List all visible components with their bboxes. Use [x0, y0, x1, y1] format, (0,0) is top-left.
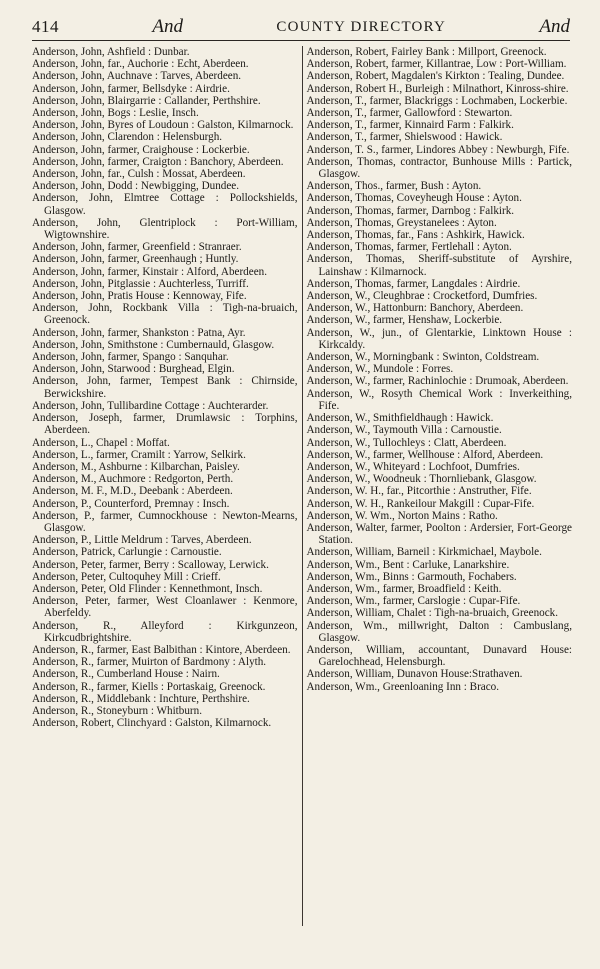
directory-entry: Anderson, John, farmer, Craighouse : Lockerbie.	[32, 143, 250, 156]
directory-entry: Anderson, Thomas, Coveyheugh House : Ayton.	[306, 192, 522, 205]
left-column	[32, 46, 302, 926]
directory-entry: Anderson, John, Rockbank Villa : Tigh-na-bruaich, Greenock.	[32, 302, 298, 327]
directory-entry: Anderson, John, Byres of Loudoun : Galston, Kilmarnock.	[32, 119, 294, 132]
directory-entry: Anderson, Peter, Old Flinder : Kennethmont, Insch.	[32, 582, 263, 595]
directory-entry: Anderson, L., Chapel : Moffat.	[32, 436, 170, 449]
directory-entry: Anderson, John, Smithstone : Cumbernauld, Glasgow.	[32, 338, 275, 351]
page-number: 414	[32, 17, 59, 36]
directory-entry: Anderson, W., Taymouth Villa : Carnoustie.	[306, 424, 502, 437]
directory-entry: Anderson, Peter, farmer, Berry : Scalloway, Lerwick.	[32, 558, 269, 571]
directory-entry: Anderson, T., farmer, Kinnaird Farm : Falkirk.	[306, 119, 514, 132]
directory-entry: Anderson, William, Chalet : Tigh-na-bruaich, Greenock.	[306, 607, 559, 620]
directory-entry: Anderson, John, Glentriplock : Port-William, Wigtownshire.	[32, 216, 298, 242]
header-title: COUNTY DIRECTORY	[276, 18, 446, 35]
directory-entry: Anderson, Thomas, far., Fans : Ashkirk, Hawick.	[306, 229, 525, 242]
directory-entry: Anderson, John, farmer, Greenfield : Stranraer.	[32, 241, 242, 254]
directory-entry: Anderson, R., Cumberland House : Nairn.	[32, 668, 220, 681]
directory-entry: Anderson, Thomas, farmer, Fertlehall : Ayton.	[306, 241, 512, 254]
directory-entry: Anderson, W., Cleughbrae : Crocketford, Dumfries.	[306, 290, 538, 303]
directory-entry: Anderson, John, farmer, Kinstair : Alford, Aberdeen.	[32, 265, 267, 278]
directory-entry: Anderson, W., Tullochleys : Clatt, Aberdeen.	[306, 436, 507, 449]
directory-entry: Anderson, John, Auchnave : Tarves, Aberdeen.	[32, 70, 242, 83]
directory-entry: Anderson, Thomas, contractor, Bunhouse Mills : Partick, Glasgow.	[306, 155, 572, 181]
directory-entry: Anderson, T., farmer, Shielswood : Hawick.	[306, 131, 503, 144]
directory-entry: Anderson, Robert, Fairley Bank : Millport, Greenock.	[306, 46, 547, 58]
directory-entry: Anderson, William, Barneil : Kirkmichael, Maybole.	[306, 546, 542, 559]
directory-entry: Anderson, Walter, farmer, Poolton : Ardersier, Fort-George Station.	[306, 521, 572, 547]
directory-entry: Anderson, Thos., farmer, Bush : Ayton.	[306, 180, 482, 193]
directory-entry: Anderson, Wm., Binns : Garmouth, Fochabers.	[306, 570, 517, 583]
directory-entry: Anderson, Wm., farmer, Carslogie : Cupar-Fife.	[306, 595, 521, 608]
directory-columns	[32, 46, 572, 926]
directory-entry: Anderson, W., Hattonburn: Banchory, Aberdeen.	[306, 302, 524, 315]
directory-entry: Anderson, Wm., Bent : Carluke, Lanarkshire.	[306, 558, 510, 571]
directory-entry: Anderson, Patrick, Carlungie : Carnoustie.	[32, 546, 222, 559]
directory-entry: Anderson, John, Starwood : Burghead, Elgin.	[32, 363, 235, 376]
right-column	[302, 46, 573, 926]
directory-entry: Anderson, W. H., Rankeilour Makgill : Cupar-Fife.	[306, 497, 535, 510]
directory-entry: Anderson, John, Clarendon : Helensburgh.	[32, 131, 223, 144]
directory-entry: Anderson, John, Elmtree Cottage : Pollockshields, Glasgow.	[32, 192, 298, 217]
directory-entry: Anderson, Thomas, farmer, Langdales : Airdrie.	[306, 277, 521, 290]
directory-entry: Anderson, R., Stoneyburn : Whitburn.	[32, 704, 202, 717]
directory-entry: Anderson, John, far., Culsh : Mossat, Aberdeen.	[32, 168, 246, 181]
directory-entry: Anderson, M., Ashburne : Kilbarchan, Paisley.	[32, 460, 240, 473]
directory-entry: Anderson, W., Woodneuk : Thornliebank, Glasgow.	[306, 473, 537, 486]
directory-entry: Anderson, John, farmer, Tempest Bank : Chirnside, Berwickshire.	[32, 375, 298, 400]
directory-entry: Anderson, W., farmer, Rachinlochie : Drumoak, Aberdeen.	[306, 375, 569, 388]
directory-entry: Anderson, John, Dodd : Newbigging, Dundee.	[32, 180, 240, 193]
directory-entry: Anderson, Joseph, farmer, Drumlawsic : Torphins, Aberdeen.	[32, 412, 298, 437]
directory-entry: Anderson, John, farmer, Shankston : Patna, Ayr.	[32, 326, 246, 339]
directory-entry: Anderson, John, farmer, Greenhaugh ; Huntly.	[32, 253, 239, 266]
directory-entry: Anderson, T. S., farmer, Lindores Abbey : Newburgh, Fife.	[306, 143, 570, 156]
directory-entry: Anderson, John, Pratis House : Kennoway, Fife.	[32, 290, 247, 303]
directory-entry: Anderson, Peter, farmer, West Cloanlawer : Kenmore, Aberfeldy.	[32, 595, 298, 620]
directory-entry: Anderson, Thomas, farmer, Darnbog : Falkirk.	[306, 204, 515, 217]
directory-entry: Anderson, R., farmer, Muirton of Bardmony : Alyth.	[32, 656, 267, 669]
directory-entry: Anderson, R., farmer, East Balbithan : Kintore, Aberdeen.	[32, 643, 291, 656]
directory-entry: Anderson, William, accountant, Dunavard House: Garelochhead, Helensburgh.	[306, 643, 572, 669]
directory-entry: Anderson, John, Bogs : Leslie, Insch.	[32, 107, 199, 120]
directory-entry: Anderson, Thomas, Sheriff-substitute of Ayrshire, Lainshaw : Kilmarnock.	[306, 253, 572, 278]
directory-entry: Anderson, T., farmer, Blackriggs : Lochmaben, Lockerbie.	[306, 94, 568, 107]
directory-entry: Anderson, R., Middlebank : Inchture, Perthshire.	[32, 692, 250, 705]
directory-entry: Anderson, Robert, farmer, Killantrae, Low : Port-William.	[306, 58, 567, 71]
directory-entry: Anderson, John, farmer, Craigton : Banchory, Aberdeen.	[32, 155, 284, 168]
directory-entry: Anderson, P., farmer, Cumnockhouse : Newton-Mearns, Glasgow.	[32, 509, 298, 534]
directory-entry: Anderson, M. F., M.D., Deebank : Aberdeen.	[32, 485, 233, 498]
directory-entry: Anderson, W., jun., of Glentarkie, Linktown House : Kirkcaldy.	[306, 326, 572, 351]
directory-entry: Anderson, W., Smithfieldhaugh : Hawick.	[306, 412, 494, 425]
directory-entry: Anderson, John, far., Auchorie : Echt, Aberdeen.	[32, 58, 249, 71]
directory-entry: Anderson, Wm., millwright, Dalton : Cambuslang, Glasgow.	[306, 619, 572, 644]
header-guide-word-right: And	[539, 16, 570, 37]
directory-entry: Anderson, T., farmer, Gallowford : Stewarton.	[306, 107, 513, 120]
header-guide-word-left: And	[152, 16, 183, 37]
directory-entry: Anderson, William, Dunavon House:Strathaven.	[306, 668, 523, 681]
directory-entry: Anderson, Peter, Cultoquhey Mill : Crieff.	[32, 570, 221, 583]
directory-entry: Anderson, R., Alleyford : Kirkgunzeon, Kirkcudbrightshire.	[32, 619, 298, 644]
directory-entry: Anderson, W. H., far., Pitcorthie : Anstruther, Fife.	[306, 485, 532, 498]
directory-entry: Anderson, P., Little Meldrum : Tarves, Aberdeen.	[32, 534, 252, 547]
directory-entry: Anderson, John, Blairgarrie : Callander, Perthshire.	[32, 94, 261, 107]
directory-entry: Anderson, W., Mundole : Forres.	[306, 363, 454, 376]
directory-entry: Anderson, Wm., farmer, Broadfield : Keith.	[306, 582, 502, 595]
directory-entry: Anderson, L., farmer, Cramilt : Yarrow, Selkirk.	[32, 448, 246, 461]
directory-entry: Anderson, Wm., Greenloaning Inn : Braco.	[306, 680, 500, 693]
directory-entry: Anderson, John, Pitglassie : Auchterless, Turriff.	[32, 277, 249, 290]
directory-entry: Anderson, John, Tullibardine Cottage : Auchterarder.	[32, 399, 269, 412]
directory-entry: Anderson, W. Wm., Norton Mains : Ratho.	[306, 509, 498, 522]
directory-entry: Anderson, John, Ashfield : Dunbar.	[32, 46, 190, 58]
directory-entry: Anderson, Robert, Clinchyard : Galston, Kilmarnock.	[32, 717, 272, 730]
directory-entry: Anderson, M., Auchmore : Redgorton, Perth.	[32, 473, 234, 486]
directory-entry: Anderson, John, farmer, Spango : Sanquhar.	[32, 351, 229, 364]
directory-entry: Anderson, W., Whiteyard : Lochfoot, Dumfries.	[306, 460, 520, 473]
directory-entry: Anderson, W., farmer, Wellhouse : Alford, Aberdeen.	[306, 448, 544, 461]
directory-entry: Anderson, Robert, Magdalen's Kirkton : Tealing, Dundee.	[306, 70, 565, 83]
directory-entry: Anderson, P., Counterford, Premnay : Insch.	[32, 497, 230, 510]
directory-entry: Anderson, Robert H., Burleigh : Milnathort, Kinross-shire.	[306, 82, 569, 95]
running-header	[32, 14, 570, 41]
directory-entry: Anderson, W., farmer, Henshaw, Lockerbie.	[306, 314, 503, 327]
directory-entry: Anderson, R., farmer, Kiells : Portaskaig, Greenock.	[32, 680, 266, 693]
directory-entry: Anderson, W., Rosyth Chemical Work : Inverkeithing, Fife.	[306, 387, 572, 412]
directory-entry: Anderson, Thomas, Greystanelees : Ayton.	[306, 216, 497, 229]
directory-entry: Anderson, W., Morningbank : Swinton, Coldstream.	[306, 351, 540, 364]
directory-entry: Anderson, John, farmer, Bellsdyke : Airdrie.	[32, 82, 230, 95]
